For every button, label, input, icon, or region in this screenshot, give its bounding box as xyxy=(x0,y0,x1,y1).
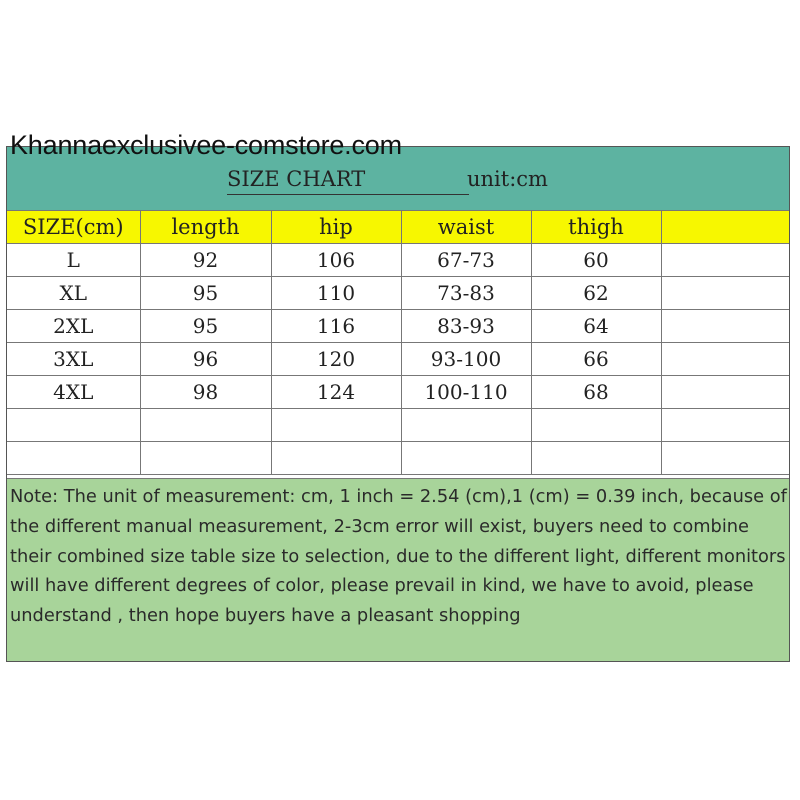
cell-empty xyxy=(661,310,789,343)
header-hip: hip xyxy=(271,211,401,244)
cell-hip xyxy=(271,409,401,442)
header-waist: waist xyxy=(401,211,531,244)
cell-length: 92 xyxy=(140,244,271,277)
cell-hip: 116 xyxy=(271,310,401,343)
table-row xyxy=(7,277,789,310)
table-row xyxy=(7,376,789,409)
cell-length: 95 xyxy=(140,277,271,310)
cell-waist: 73-83 xyxy=(401,277,531,310)
table-row-empty xyxy=(7,409,789,442)
cell-size: 2XL xyxy=(7,310,140,343)
cell-thigh: 62 xyxy=(531,277,661,310)
cell-thigh: 64 xyxy=(531,310,661,343)
cell-thigh: 68 xyxy=(531,376,661,409)
header-length: length xyxy=(140,211,271,244)
cell-size: XL xyxy=(7,277,140,310)
table-header-row xyxy=(7,211,789,244)
cell-thigh: 60 xyxy=(531,244,661,277)
cell-length xyxy=(140,442,271,475)
watermark-text: Khannaexclusivee-comstore.com xyxy=(10,130,402,160)
table-row xyxy=(7,310,789,343)
size-table xyxy=(7,210,789,475)
cell-empty xyxy=(661,343,789,376)
cell-hip: 124 xyxy=(271,376,401,409)
header-empty xyxy=(661,211,789,244)
cell-empty xyxy=(661,442,789,475)
cell-length: 96 xyxy=(140,343,271,376)
cell-empty xyxy=(661,409,789,442)
cell-length: 95 xyxy=(140,310,271,343)
table-row-empty xyxy=(7,442,789,475)
cell-length: 98 xyxy=(140,376,271,409)
cell-waist: 100-110 xyxy=(401,376,531,409)
cell-thigh xyxy=(531,442,661,475)
cell-waist: 83-93 xyxy=(401,310,531,343)
cell-hip: 120 xyxy=(271,343,401,376)
cell-hip: 110 xyxy=(271,277,401,310)
cell-size xyxy=(7,442,140,475)
title-underline xyxy=(227,194,469,195)
cell-length xyxy=(140,409,271,442)
cell-empty xyxy=(661,277,789,310)
cell-thigh xyxy=(531,409,661,442)
cell-empty xyxy=(661,244,789,277)
table-row xyxy=(7,343,789,376)
cell-size: 4XL xyxy=(7,376,140,409)
cell-waist: 93-100 xyxy=(401,343,531,376)
cell-thigh: 66 xyxy=(531,343,661,376)
chart-title: SIZE CHART xyxy=(227,167,366,191)
header-size: SIZE(cm) xyxy=(7,211,140,244)
header-thigh: thigh xyxy=(531,211,661,244)
cell-waist: 67-73 xyxy=(401,244,531,277)
cell-size: L xyxy=(7,244,140,277)
cell-size xyxy=(7,409,140,442)
cell-hip: 106 xyxy=(271,244,401,277)
table-row xyxy=(7,244,789,277)
cell-waist xyxy=(401,442,531,475)
cell-waist xyxy=(401,409,531,442)
unit-label: unit:cm xyxy=(467,167,548,191)
cell-size: 3XL xyxy=(7,343,140,376)
measurement-note: Note: The unit of measurement: cm, 1 inch = 2.54 (cm),1 (cm) = 0.39 inch, because of the different manual measurement, 2-3cm error will exist, buyers need to combine their combined size table size to selection, due to the different light, different monitors will have different degrees of color, please prevail in kind, we have to avoid, please understand , then hope buyers have a pleasant shopping xyxy=(7,478,789,661)
cell-empty xyxy=(661,376,789,409)
cell-hip xyxy=(271,442,401,475)
size-chart xyxy=(6,146,790,662)
